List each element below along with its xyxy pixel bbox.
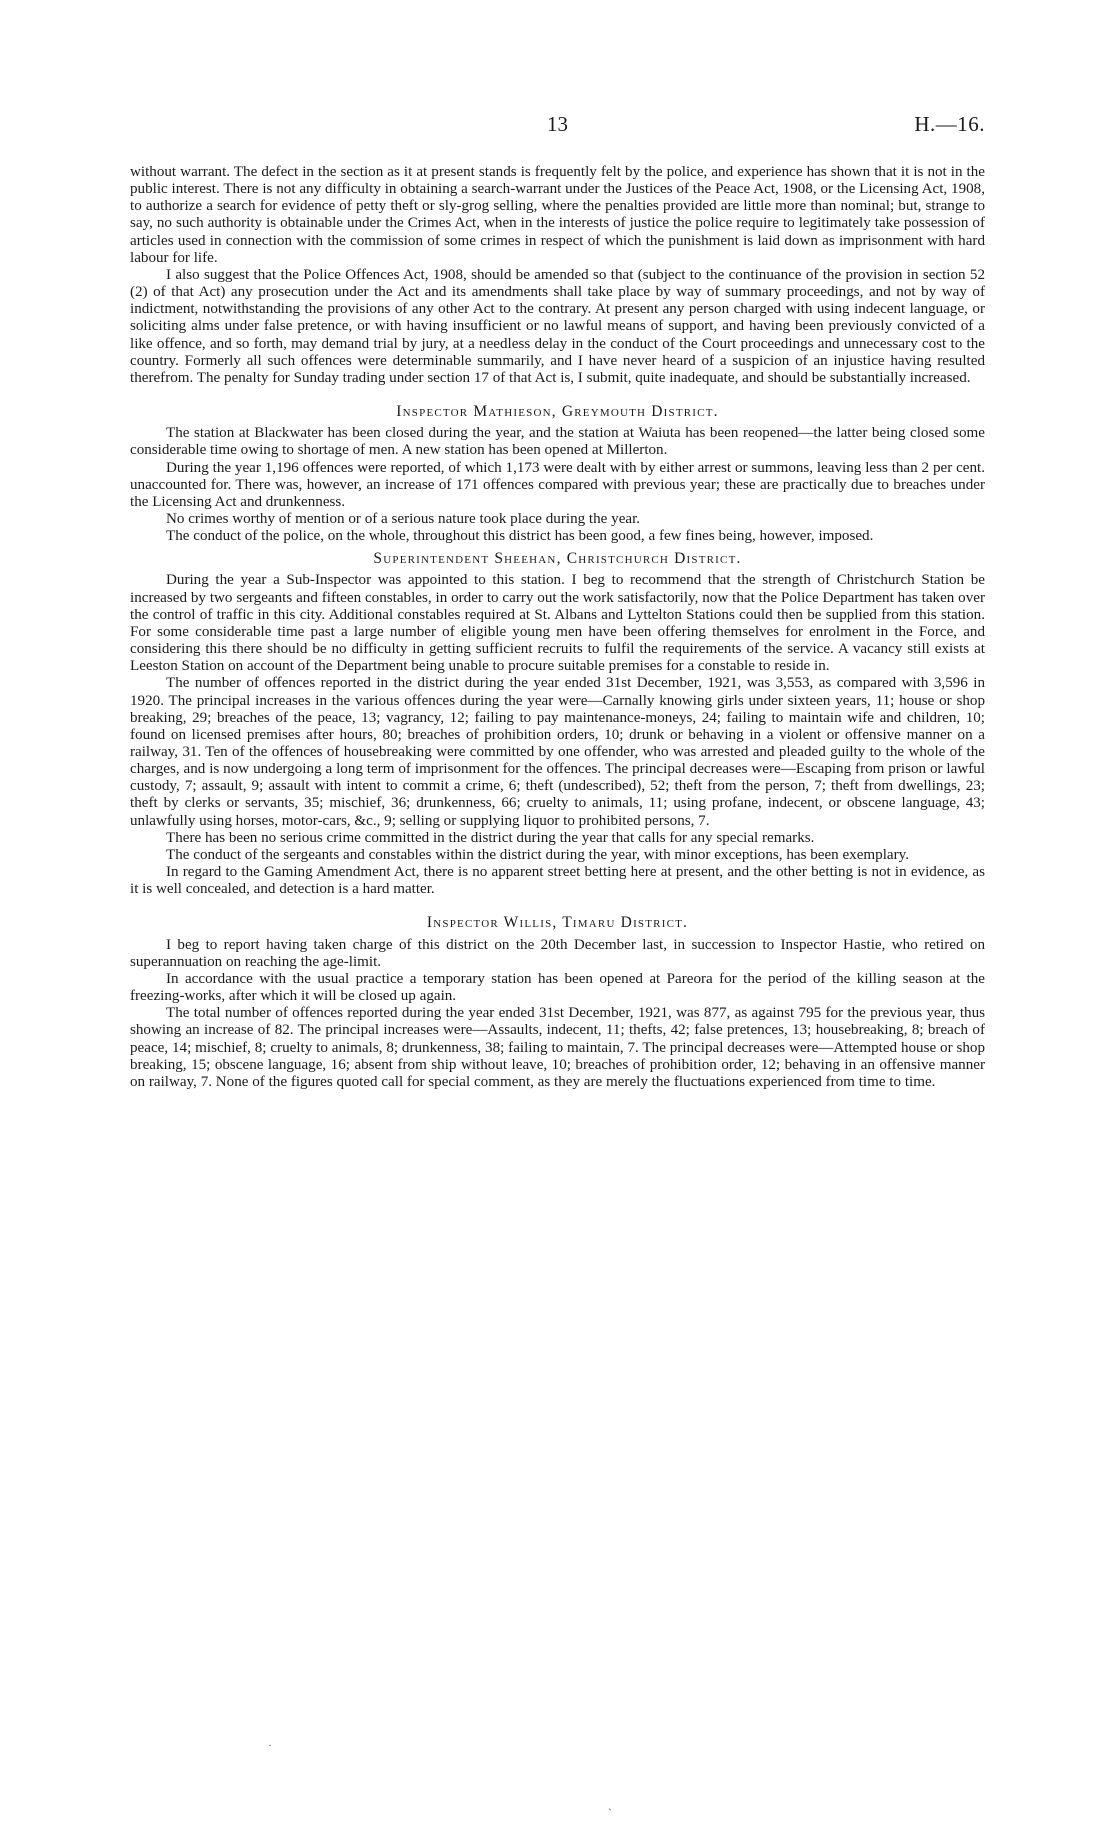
paragraph: No crimes worthy of mention or of a serious nature took place during the year. [166, 510, 641, 527]
paragraph: The conduct of the police, on the whole, throughout this district has been good, a few fines being, however, imposed. [166, 528, 874, 545]
paragraph: There has been no serious crime committed in the district during the year that calls for any special remarks. [166, 829, 815, 846]
paragraph: In accordance with the usual practice a temporary station has been opened at Pareora for the period of the killing season at the freezing-works, after which it will be closed up again. [130, 970, 985, 1005]
page-header [130, 112, 985, 142]
paragraph: The station at Blackwater has been closed during the year, and the station at Waiuta has been reopened—the latter being closed some considerable time owing to shortage of men. A new station has been opened at Millerton. [130, 425, 985, 459]
paragraph: I also suggest that the Police Offences Act, 1908, should be amended so that (subject to the continuance of the provision in section 52 (2) of that Act) any prosecution under the Act and its amendments shall take place by way of summary proceedings, and not by way of indictment, notwithstanding the provisions of any other Act to the contrary. At present any person charged with using indecent language, or soliciting alms under false pretence, or with having insufficient or no lawful means of support, and having been previously convicted of a like offence, and so forth, may demand trial by jury, at a needless delay in the conduct of the Court proceedings and unnecessary cost to the country. Formerly all such offences were determinable summarily, and I have never heard of a suspicion of an injustice having resulted therefrom. The penalty for Sunday trading under section 17 of that Act is, I submit, quite inadequate, and should be substantially increased. [130, 266, 985, 386]
paragraph: without warrant. The defect in the section as it at present stands is frequently felt by the police, and experience has shown that it is not in the public interest. There is not any difficulty in obtaining a search-warrant under the Justices of the Peace Act, 1908, or the Licensing Act, 1908, to authorize a search for evidence of petty theft or sly-grog selling, where the penalties provided are little more than nominal; but, strange to say, no such authority is obtainable under the Crimes Act, when in the interests of justice the police require to legitimately take possession of articles used in connection with the commission of some crimes in respect of which the punishment is laid down as imprisonment with hard labour for life. [130, 164, 985, 266]
paragraph: The number of offences reported in the district during the year ended 31st December, 1921, was 3,553, as compared with 3,596 in 1920. The principal increases in the various offences during the year were—Carnally knowing girls under sixteen years, 11; house or shop breaking, 29; breaches of the peace, 13; vagrancy, 12; failing to pay maintenance-moneys, 24; failing to maintain wife and children, 10; found on licensed premises after hours, 80; breaches of prohibition orders, 10; drunk or behaving in a violent or offensive manner on a railway, 31. Ten of the offences of housebreaking were committed by one offender, who was arrested and pleaded guilty to the whole of the charges, and is now undergoing a long term of imprisonment for the offences. The principal decreases were—Escaping from prison or lawful custody, 7; assault, 9; assault with intent to commit a crime, 6; theft (undescribed), 52; theft from the person, 7; theft from dwellings, 23; theft by clerks or servants, 35; mischief, 36; drunkenness, 66; cruelty to animals, 11; using profane, indecent, or obscene language, 43; unlawfully using horses, motor-cars, &c., 9; selling or supplying liquor to prohibited persons, 7. [130, 675, 985, 829]
scan-speck: ˎ [608, 1797, 612, 1811]
paragraph: During the year a Sub-Inspector was appointed to this station. I beg to recommend that the strength of Christchurch Station be increased by two sergeants and fifteen constables, in order to carry out the work satisfactorily, now that the Police Department has taken over the control of traffic in this city. Additional constables required at St. Albans and Lyttelton Stations could then be supplied from this station. For some considerable time past a large number of eligible young men have been offering themselves for enrolment in the Force, and considering this there should be no difficulty in getting sufficient recruits to fulfil the requirements of the service. A vacancy still exists at Leeston Station on account of the Department being unable to procure suitable premises for a constable to reside in. [130, 572, 985, 675]
section-heading-timaru: Inspector Willis, Timaru District. [426, 914, 689, 932]
document-reference: H.—16. [914, 112, 985, 136]
section-heading-greymouth: Inspector Mathieson, Greymouth District. [396, 403, 719, 421]
paragraph: The conduct of the sergeants and constables within the district during the year, with minor exceptions, has been exemplary. [166, 846, 909, 863]
scan-speck: · [268, 1738, 272, 1752]
document-body [130, 164, 985, 1091]
page-number: 13 [547, 112, 568, 136]
paragraph: I beg to report having taken charge of this district on the 20th December last, in succession to Inspector Hastie, who retired on superannuation on reaching the age-limit. [130, 936, 985, 970]
paragraph: In regard to the Gaming Amendment Act, there is no apparent street betting here at present, and the other betting is not in evidence, as it is well concealed, and detection is a hard matter. [130, 864, 985, 898]
section-heading-christchurch: Superintendent Sheehan, Christchurch District. [373, 550, 742, 568]
paragraph: During the year 1,196 offences were reported, of which 1,173 were dealt with by either arrest or summons, leaving less than 2 per cent. unaccounted for. There was, however, an increase of 171 offences compared with previous year; these are practically due to breaches under the Licensing Act and drunkenness. [130, 459, 985, 510]
paragraph: The total number of offences reported during the year ended 31st December, 1921, was 877, as against 795 for the previous year, thus showing an increase of 82. The principal increases were—Assaults, indecent, 11; thefts, 42; false pretences, 13; housebreaking, 8; breach of peace, 14; mischief, 8; cruelty to animals, 8; drunkenness, 38; failing to maintain, 7. The principal decreases were—Attempted house or shop breaking, 15; obscene language, 16; absent from ship without leave, 10; breaches of prohibition order, 12; behaving in an offensive manner on railway, 7. None of the figures quoted call for special comment, as they are merely the fluctuations experienced from time to time. [130, 1005, 985, 1090]
